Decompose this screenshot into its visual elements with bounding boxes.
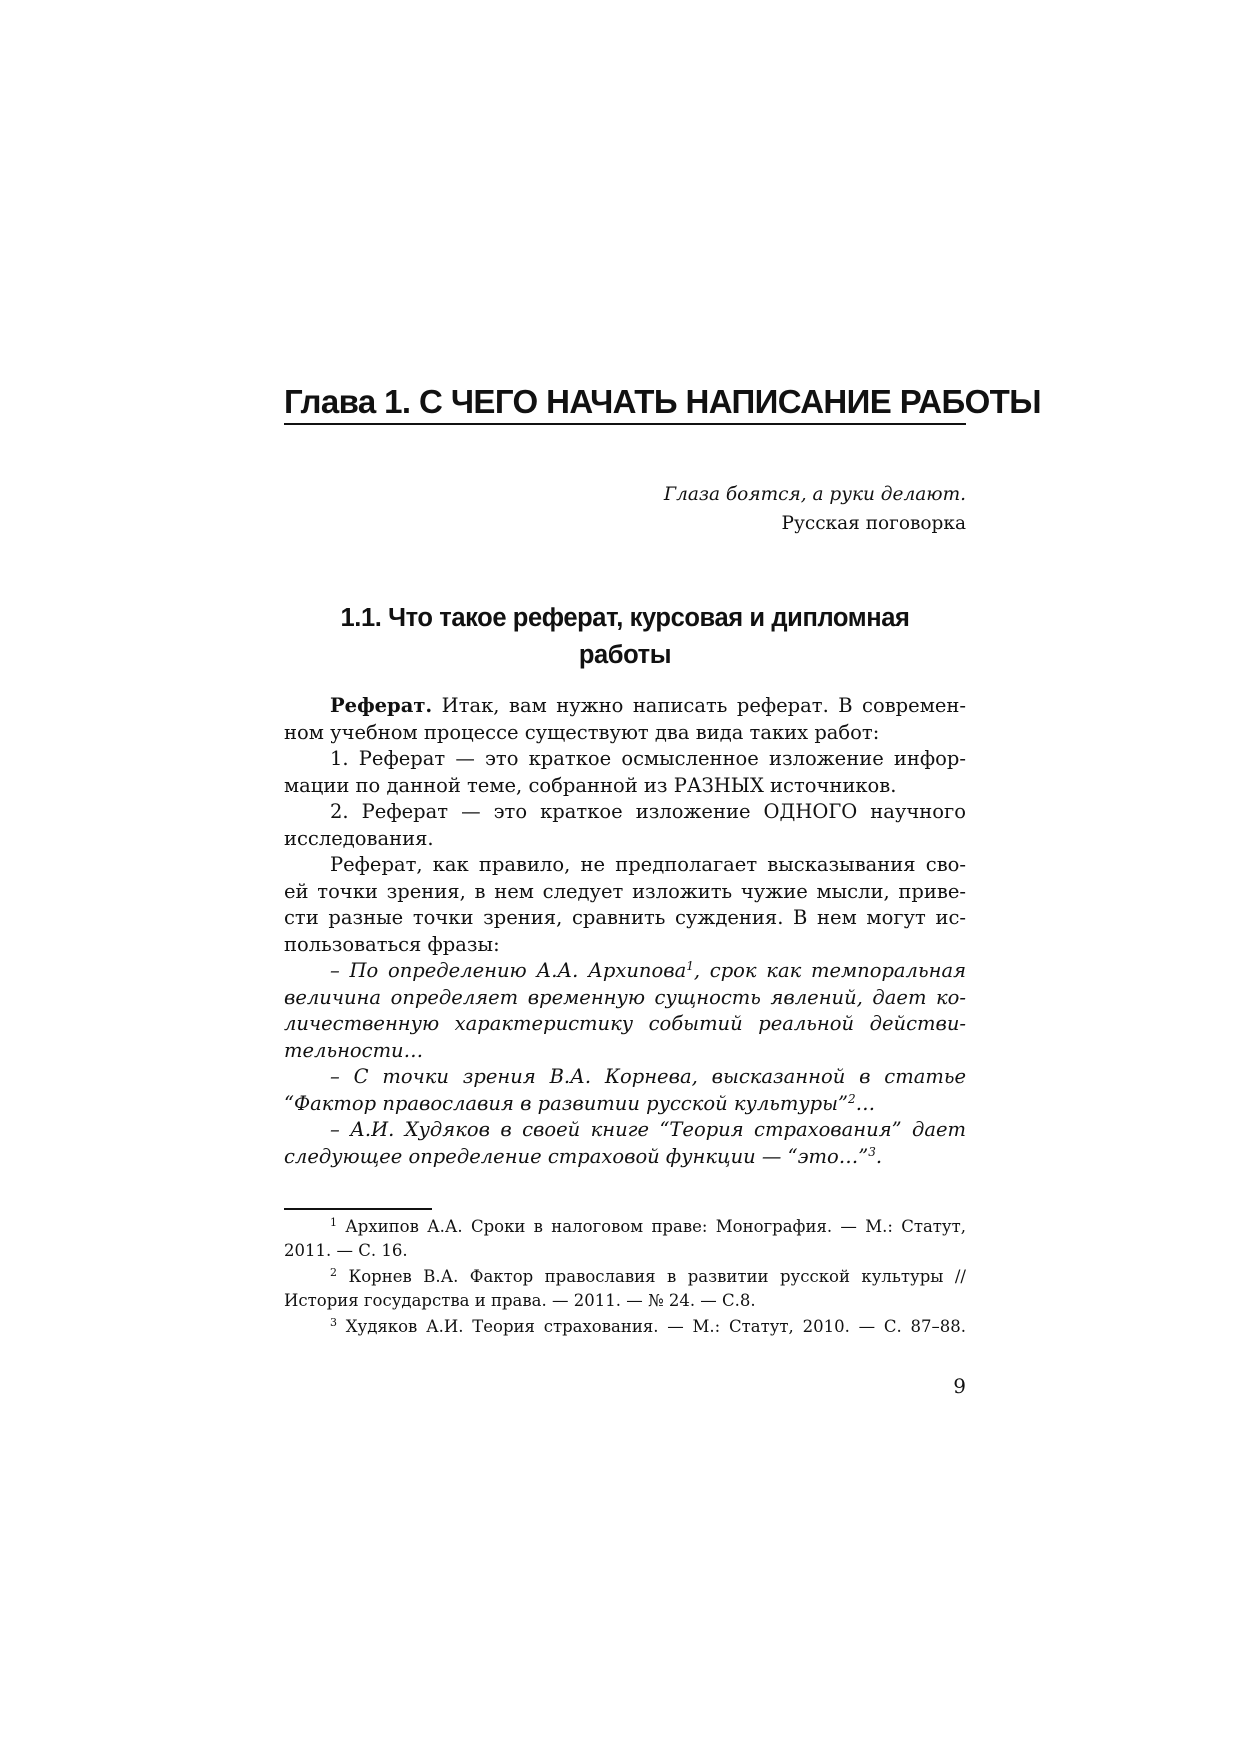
- quote-line: тельности…: [284, 1038, 424, 1062]
- chapter-title: Глава 1. С ЧЕГО НАЧАТЬ НАПИСАНИЕ РАБОТЫ: [284, 383, 1041, 420]
- list-item-line: мации по данной теме, собранной из РАЗНЫХ источников.: [284, 773, 897, 797]
- paragraph-line: Реферат, как правило, не предполагает высказывания сво-: [330, 853, 966, 876]
- paragraph-text: Итак, вам нужно написать реферат. В современ-: [432, 694, 966, 717]
- footnote-line: История государства и права. — 2011. — № 24. — С.8.: [284, 1290, 756, 1310]
- chapter-underline: [284, 423, 966, 425]
- footnote-ref[interactable]: 2: [848, 1091, 856, 1106]
- quote-line: величина определяет временную сущность явлений, дает ко-: [284, 985, 966, 1009]
- quote-text: .: [875, 1144, 883, 1168]
- epigraph-quote: Глаза боятся, а руки делают.: [663, 484, 966, 505]
- footnotes: [284, 1215, 966, 1339]
- paragraph-line: сти разные точки зрения, сравнить суждения. В нем могут ис-: [284, 906, 966, 929]
- quote-line: [284, 1144, 966, 1171]
- section-title-line-2: работы: [578, 641, 672, 669]
- quote-text: “Фактор православия в развитии русской культуры”: [284, 1091, 848, 1115]
- footnote-number: 2: [330, 1266, 337, 1279]
- section-title-line-1: 1.1. Что такое реферат, курсовая и дипломная: [340, 604, 910, 632]
- quote-text: – По определению А.А. Архипова: [330, 959, 687, 982]
- quote-text: следующее определение страховой функции — “это…”: [284, 1144, 869, 1168]
- epigraph: [664, 480, 966, 538]
- footnote-line: [284, 1315, 966, 1339]
- footnote-text: Худяков А.И. Теория страхования. — М.: Статут, 2010. — С. 87–88.: [337, 1317, 966, 1336]
- quote-line: – С точки зрения В.А. Корнева, высказанной в статье: [330, 1065, 966, 1088]
- book-page: [284, 0, 1041, 1755]
- quote-line: – А.И. Худяков в своей книге “Теория страхования” дает: [330, 1118, 966, 1141]
- epigraph-source: Русская поговорка: [781, 513, 966, 534]
- footnote-ref[interactable]: 3: [868, 1144, 876, 1159]
- footnote-line: [284, 1265, 966, 1289]
- paragraph-line: ном учебном процессе существуют два вида таких работ:: [284, 720, 880, 744]
- list-item-line: 2. Реферат — это краткое изложение ОДНОГО научного: [330, 800, 966, 823]
- list-item-line: исследования.: [284, 826, 434, 850]
- footnote-number: 1: [330, 1216, 337, 1229]
- quote-text: …: [855, 1091, 876, 1115]
- footnote-separator: [284, 1208, 432, 1210]
- footnote-line: 2011. — С. 16.: [284, 1240, 408, 1260]
- section-title: [284, 600, 966, 674]
- body-text: [284, 693, 966, 1170]
- quote-line: [284, 1091, 966, 1118]
- quote-text: , срок как темпоральная: [693, 959, 966, 982]
- footnote-number: 3: [330, 1316, 337, 1329]
- footnote-line: [284, 1215, 966, 1239]
- list-item-line: 1. Реферат — это краткое осмысленное изложение инфор-: [330, 747, 966, 770]
- footnote-text: Архипов А.А. Сроки в налоговом праве: Монография. — М.: Статут,: [337, 1217, 966, 1236]
- paragraph-line: пользоваться фразы:: [284, 932, 500, 956]
- quote-line: личественную характеристику событий реальной действи-: [284, 1012, 966, 1035]
- footnote-text: Корнев В.А. Фактор православия в развитии русской культуры //: [337, 1267, 966, 1286]
- paragraph-line: ей точки зрения, в нем следует изложить чужие мысли, приве-: [284, 879, 966, 903]
- quote-line: [284, 958, 966, 985]
- page-number: 9: [953, 1374, 966, 1398]
- paragraph-line: [284, 693, 966, 720]
- footnote-ref[interactable]: 1: [686, 959, 694, 973]
- term-bold: Реферат.: [330, 694, 433, 717]
